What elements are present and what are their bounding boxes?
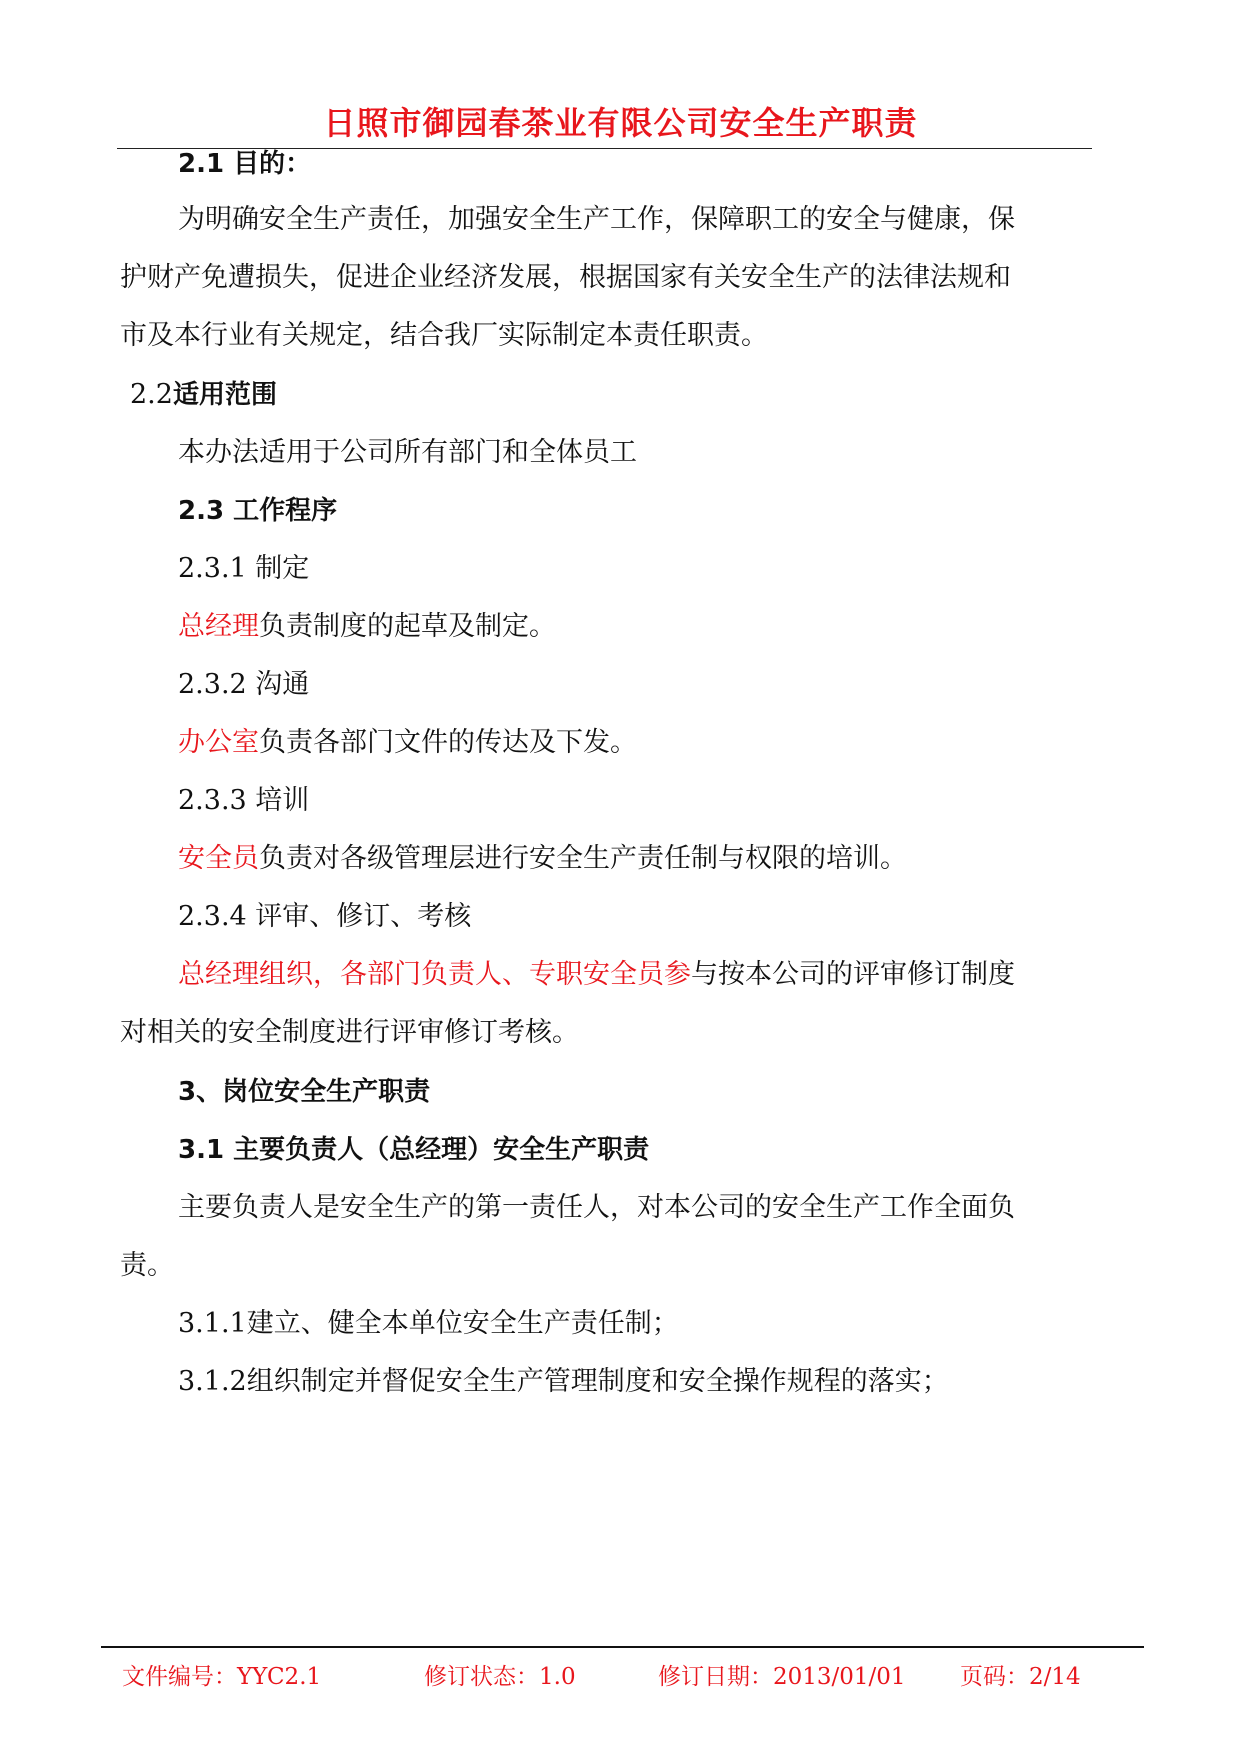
section-2-3-heading: 2.3 工作程序: [178, 496, 338, 526]
role-general-manager: 总经理: [178, 611, 259, 642]
role-safety-officer: 安全员: [178, 843, 259, 874]
section-2-3-2-text: [178, 726, 637, 760]
section-2-2-number: 2.2: [130, 379, 173, 410]
footer-doc-number: 文件编号：YYC2.1: [122, 1664, 322, 1690]
footer-divider: [101, 1646, 1144, 1648]
section-3-1-paragraph-line-1: 主要负责人是安全生产的第一责任人，对本公司的安全生产工作全面负: [178, 1192, 1015, 1223]
section-2-3-2-heading: 2.3.2 沟通: [178, 669, 310, 700]
item-3-1-2: 3.1.2组织制定并督促安全生产管理制度和安全操作规程的落实；: [178, 1366, 949, 1397]
footer-revision-date: 修订日期：2013/01/01: [658, 1664, 906, 1690]
section-2-3-1-rest: 负责制度的起草及制定。: [259, 611, 556, 642]
footer-revision-status: 修订状态：1.0: [424, 1664, 576, 1690]
section-2-3-3-text: [178, 842, 907, 876]
section-2-3-1-heading: 2.3.1 制定: [178, 553, 310, 584]
purpose-paragraph-line-3: 市及本行业有关规定，结合我厂实际制定本责任职责。: [120, 320, 768, 351]
purpose-paragraph-line-1: 为明确安全生产责任，加强安全生产工作，保障职工的安全与健康，保: [178, 204, 1015, 235]
section-2-3-2-rest: 负责各部门文件的传达及下发。: [259, 727, 637, 758]
section-3-1-heading: 3.1 主要负责人（总经理）安全生产职责: [178, 1135, 650, 1165]
roles-review-participants: 总经理组织，各部门负责人、专职安全员参: [178, 959, 691, 990]
section-3-heading: 3、岗位安全生产职责: [178, 1077, 431, 1107]
section-2-2-heading: [130, 378, 277, 412]
section-2-3-4-heading: 2.3.4 评审、修订、考核: [178, 901, 472, 932]
item-3-1-1: 3.1.1建立、健全本单位安全生产责任制；: [178, 1308, 679, 1339]
purpose-paragraph-line-2: 护财产免遭损失，促进企业经济发展，根据国家有关安全生产的法律法规和: [120, 262, 1011, 293]
section-2-3-4-text-line-2: 对相关的安全制度进行评审修订考核。: [120, 1017, 579, 1048]
section-2-3-1-text: [178, 610, 556, 644]
section-3-1-paragraph-line-2: 责。: [120, 1250, 174, 1281]
section-2-1-heading: 2.1 目的：: [178, 149, 312, 179]
section-2-3-3-rest: 负责对各级管理层进行安全生产责任制与权限的培训。: [259, 843, 907, 874]
section-2-3-3-heading: 2.3.3 培训: [178, 785, 310, 816]
scope-paragraph: 本办法适用于公司所有部门和全体员工: [178, 437, 637, 468]
footer-page-number: 页码：2/14: [960, 1664, 1081, 1690]
section-2-2-title: 适用范围: [172, 380, 277, 410]
document-title: 日照市御园春茶业有限公司安全生产职责: [323, 104, 918, 142]
role-office: 办公室: [178, 727, 259, 758]
section-2-3-4-text-line-1: [178, 958, 1015, 992]
section-2-3-4-rest: 与按本公司的评审修订制度: [691, 959, 1015, 990]
